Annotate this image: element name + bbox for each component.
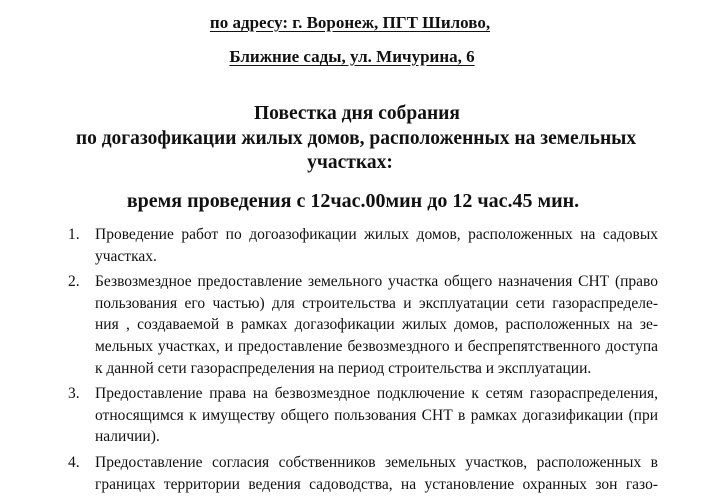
agenda-item-number: 4. — [68, 453, 80, 471]
agenda-item-text-line: участках. — [95, 247, 157, 265]
agenda-item-3 — [68, 383, 658, 448]
agenda-item-text-line: Предоставление права на безвозмездное подключение к сетям газораспределения, — [95, 385, 658, 403]
agenda-item-text-line: пользования его частью) для строительства и эксплуатации сети газораспределе- — [95, 294, 658, 312]
agenda-item-1 — [68, 224, 658, 267]
agenda-item-2 — [68, 271, 658, 379]
agenda-item-number: 2. — [68, 273, 80, 291]
agenda-subtitle-continued: участках: — [307, 152, 393, 173]
agenda-item-text-line: границах территории ведения садоводства, на установление охранных зон газо- — [95, 475, 658, 493]
agenda-title: Повестка дня собрания — [254, 103, 460, 124]
agenda-item-text-line: Предоставление согласия собственников земельных участков, расположенных в — [95, 453, 658, 471]
agenda-item-number: 1. — [68, 226, 80, 243]
agenda-item-text-line: мельных участках, и предоставление безвозмездного и беспрепятственного доступа — [95, 337, 658, 355]
agenda-item-text-line: Проведение работ по догоазофикации жилых домов, расположенных на садовых — [95, 226, 658, 243]
agenda-item-text-line: относящимся к имуществу общего пользования СНТ в рамках догазификации (при — [95, 406, 658, 424]
agenda-item-text-line: к данной сети газораспределения на период строительства и эксплуатации. — [95, 359, 592, 377]
agenda-item-text-line: Безвозмездное предоставление земельного участка общего назначения СНТ (право — [95, 273, 658, 291]
agenda-item-4 — [68, 452, 658, 495]
address-line-1: по адресу: г. Воронеж, ПГТ Шилово, — [209, 13, 491, 32]
agenda-item-number: 3. — [68, 385, 80, 403]
agenda-subtitle: по догазофикации жилых домов, расположенных на земельных — [75, 128, 637, 149]
agenda-item-text-line: наличии). — [95, 428, 160, 446]
agenda-item-text-line: ния , создаваемой в рамках догазофикации жилых домов, расположенных на зе- — [95, 316, 658, 334]
agenda-list — [68, 224, 658, 499]
address-line-2: Ближние сады, ул. Мичурина, 6 — [229, 47, 475, 66]
meeting-time: время проведения с 12час.00мин до 12 час.45 мин. — [126, 190, 580, 212]
